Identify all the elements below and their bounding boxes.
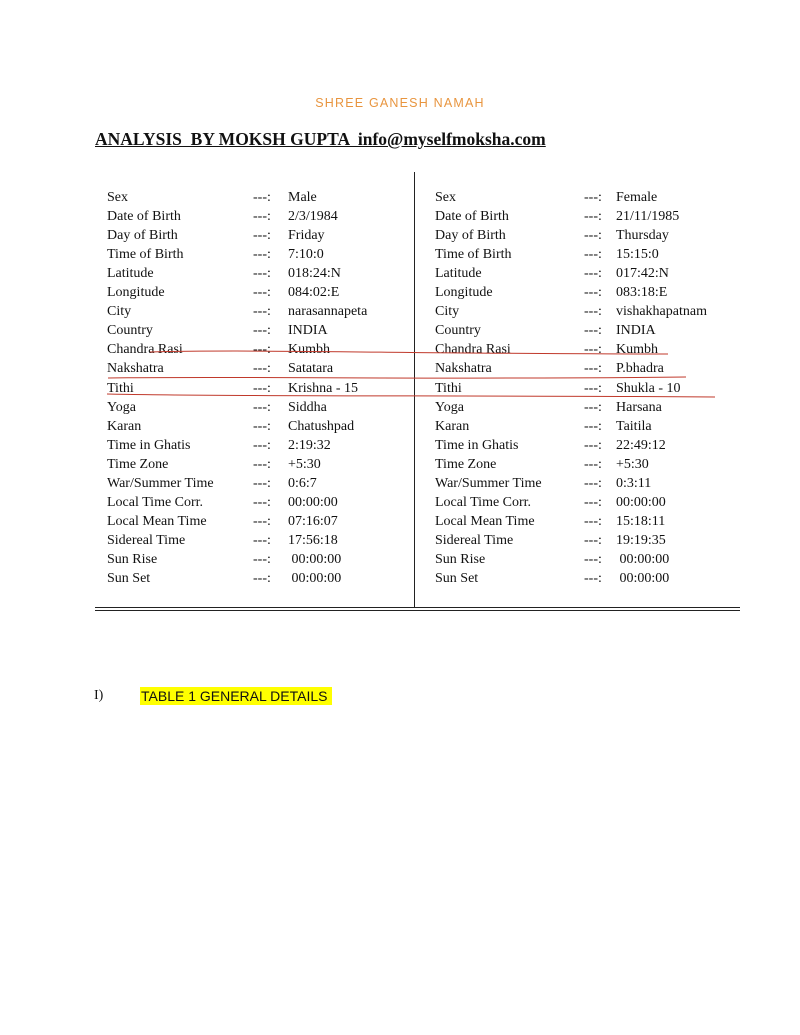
right-detail-row (0, 493, 800, 512)
right-detail-row (0, 359, 800, 378)
detail-label: Time in Ghatis (107, 437, 191, 453)
detail-label: Tithi (435, 380, 462, 396)
detail-label: Time of Birth (107, 247, 184, 263)
detail-label: Sun Set (435, 571, 479, 586)
detail-label: Longitude (107, 285, 165, 301)
detail-separator: ---: (253, 228, 271, 244)
detail-value: 2:19:32 (288, 437, 331, 453)
detail-separator: ---: (253, 380, 271, 396)
right-detail-row (0, 264, 800, 283)
right-detail-row (0, 283, 800, 302)
detail-value: 15:18:11 (616, 513, 666, 529)
detail-value: Female (616, 190, 658, 205)
detail-label: Chandra Rasi (107, 342, 183, 358)
detail-separator: ---: (584, 209, 602, 225)
detail-separator: ---: (584, 437, 602, 453)
detail-separator: ---: (253, 571, 271, 586)
detail-label: Date of Birth (435, 209, 509, 225)
detail-label: City (435, 304, 460, 320)
detail-separator: ---: (253, 513, 271, 529)
detail-label: Tithi (107, 380, 134, 396)
detail-label: Time Zone (107, 456, 169, 472)
detail-label: Sun Rise (435, 551, 486, 567)
page-header: SHREE GANESH NAMAH (315, 96, 485, 110)
detail-value: 17:56:18 (288, 532, 338, 548)
detail-label: Date of Birth (107, 209, 181, 225)
detail-value: 22:49:12 (616, 437, 666, 453)
detail-label: City (107, 304, 132, 320)
detail-separator: ---: (253, 437, 271, 453)
detail-separator: ---: (253, 418, 271, 434)
page-title: ANALYSIS BY MOKSH GUPTA info@myselfmoksha.com (95, 129, 546, 149)
detail-label: Local Time Corr. (107, 494, 204, 510)
detail-separator: ---: (253, 247, 271, 263)
detail-label: Longitude (435, 285, 493, 301)
detail-label: Time in Ghatis (435, 437, 519, 453)
detail-value: 00:00:00 (288, 494, 338, 510)
detail-value: Siddha (288, 399, 327, 415)
right-detail-row (0, 340, 800, 359)
detail-value: 0:6:7 (288, 475, 317, 491)
detail-label: Local Time Corr. (435, 494, 532, 510)
detail-separator: ---: (253, 342, 271, 358)
detail-label: Chandra Rasi (435, 342, 511, 358)
right-detail-row (0, 436, 800, 455)
detail-label: War/Summer Time (435, 475, 542, 491)
section-heading: TABLE 1 GENERAL DETAILS (140, 687, 332, 705)
detail-value: Harsana (616, 399, 662, 415)
detail-label: Country (435, 323, 481, 339)
detail-value: Thursday (616, 228, 669, 244)
right-detail-row (0, 188, 800, 207)
detail-label: Sidereal Time (107, 532, 186, 548)
detail-value: Satatara (288, 361, 334, 377)
right-detail-row (0, 569, 800, 588)
detail-value: +5:30 (616, 456, 649, 472)
detail-separator: ---: (584, 247, 602, 263)
detail-label: Local Mean Time (435, 513, 535, 529)
detail-value: 018:24:N (288, 266, 341, 282)
detail-value: Friday (288, 228, 325, 244)
right-detail-row (0, 302, 800, 321)
detail-value: narasannapeta (288, 304, 368, 320)
right-detail-row (0, 321, 800, 340)
detail-value: INDIA (288, 323, 328, 339)
detail-label: Sun Set (107, 571, 151, 586)
detail-separator: ---: (584, 266, 602, 282)
detail-value: 00:00:00 (616, 571, 670, 586)
detail-value: Kumbh (288, 342, 330, 358)
detail-value: 017:42:N (616, 266, 669, 282)
detail-value: 0:3:11 (616, 475, 652, 491)
right-detail-row (0, 417, 800, 436)
detail-separator: ---: (584, 342, 602, 358)
right-detail-row (0, 474, 800, 493)
detail-separator: ---: (253, 399, 271, 415)
right-detail-row (0, 245, 800, 264)
detail-separator: ---: (253, 323, 271, 339)
right-detail-row (0, 550, 800, 569)
detail-label: Nakshatra (435, 361, 492, 377)
right-detail-row (0, 531, 800, 550)
right-detail-row (0, 398, 800, 417)
detail-label: Time of Birth (435, 247, 512, 263)
detail-value: +5:30 (288, 456, 321, 472)
detail-label: Latitude (435, 266, 482, 282)
detail-label: Yoga (107, 399, 136, 415)
detail-value: Kumbh (616, 342, 658, 358)
detail-value: 00:00:00 (288, 571, 342, 586)
detail-separator: ---: (584, 418, 602, 434)
detail-value: 00:00:00 (616, 551, 670, 567)
detail-separator: ---: (584, 532, 602, 548)
detail-separator: ---: (584, 285, 602, 301)
detail-separator: ---: (253, 494, 271, 510)
detail-separator: ---: (253, 209, 271, 225)
detail-separator: ---: (253, 190, 271, 205)
detail-separator: ---: (253, 304, 271, 320)
detail-separator: ---: (253, 551, 271, 567)
detail-label: Latitude (107, 266, 154, 282)
right-detail-row (0, 455, 800, 474)
detail-label: Day of Birth (435, 228, 506, 244)
right-detail-row (0, 226, 800, 245)
detail-value: P.bhadra (616, 361, 664, 377)
detail-separator: ---: (253, 456, 271, 472)
table-bottom-rule-2 (95, 610, 740, 611)
detail-label: War/Summer Time (107, 475, 214, 491)
detail-value: 00:00:00 (288, 551, 342, 567)
detail-separator: ---: (253, 266, 271, 282)
right-detail-row (0, 207, 800, 226)
detail-label: Local Mean Time (107, 513, 207, 529)
detail-separator: ---: (253, 361, 271, 377)
detail-separator: ---: (584, 513, 602, 529)
detail-value: 21/11/1985 (616, 209, 680, 225)
detail-value: 07:16:07 (288, 513, 338, 529)
detail-separator: ---: (584, 475, 602, 491)
detail-separator: ---: (584, 399, 602, 415)
detail-label: Day of Birth (107, 228, 178, 244)
detail-separator: ---: (253, 475, 271, 491)
detail-separator: ---: (584, 361, 602, 377)
detail-separator: ---: (584, 380, 602, 396)
detail-label: Country (107, 323, 153, 339)
detail-value: 15:15:0 (616, 247, 659, 263)
detail-value: Shukla - 10 (616, 380, 681, 396)
detail-value: Chatushpad (288, 418, 355, 434)
detail-value: 00:00:00 (616, 494, 666, 510)
detail-separator: ---: (584, 304, 602, 320)
detail-label: Sidereal Time (435, 532, 514, 548)
detail-label: Yoga (435, 399, 464, 415)
detail-value: 19:19:35 (616, 532, 666, 548)
detail-separator: ---: (253, 285, 271, 301)
detail-value: INDIA (616, 323, 656, 339)
detail-separator: ---: (584, 456, 602, 472)
detail-separator: ---: (584, 571, 602, 586)
section-number: I) (94, 688, 104, 703)
table-bottom-rule-1 (95, 607, 740, 608)
detail-label: Sex (435, 190, 456, 205)
detail-value: 2/3/1984 (288, 209, 338, 225)
detail-label: Sex (107, 190, 128, 205)
detail-value: 7:10:0 (288, 247, 324, 263)
detail-separator: ---: (584, 323, 602, 339)
detail-label: Sun Rise (107, 551, 158, 567)
detail-value: 083:18:E (616, 285, 668, 301)
detail-value: 084:02:E (288, 285, 340, 301)
detail-label: Karan (107, 418, 142, 434)
detail-label: Karan (435, 418, 470, 434)
detail-separator: ---: (584, 190, 602, 205)
detail-separator: ---: (584, 228, 602, 244)
detail-label: Nakshatra (107, 361, 164, 377)
detail-separator: ---: (584, 494, 602, 510)
detail-value: vishakhapatnam (616, 304, 707, 320)
detail-separator: ---: (584, 551, 602, 567)
right-detail-row (0, 512, 800, 531)
detail-separator: ---: (253, 532, 271, 548)
detail-value: Male (288, 190, 317, 205)
detail-label: Time Zone (435, 456, 497, 472)
right-detail-row (0, 379, 800, 398)
detail-value: Krishna - 15 (288, 380, 358, 396)
detail-value: Taitila (616, 418, 652, 434)
